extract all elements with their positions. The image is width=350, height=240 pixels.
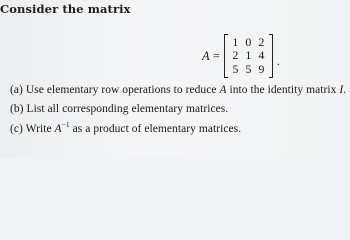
part-c [10, 120, 242, 135]
matrix-a [224, 34, 273, 79]
matrix-entry: 1 [232, 34, 239, 49]
part-c-label: (c) [10, 123, 23, 135]
part-a-end: . [343, 84, 347, 96]
part-c-exponent: −1 [61, 120, 70, 129]
matrix-entry: 0 [245, 34, 252, 49]
part-c-text-before: Write [25, 123, 52, 135]
matrix-entries [229, 36, 268, 77]
matrix-row [229, 63, 268, 77]
equals-sign: = [212, 48, 220, 63]
matrix-entry: 2 [258, 34, 265, 49]
problem-heading: Consider the matrix [0, 2, 131, 16]
equation-lhs [202, 49, 220, 64]
equation-period: . [276, 53, 280, 68]
matrix-entry: 9 [258, 61, 265, 76]
part-b-label: (b) [10, 103, 24, 115]
matrix-entry: 5 [232, 61, 239, 76]
part-b [10, 103, 228, 115]
matrix-entry: 2 [232, 48, 239, 63]
part-c-variable: A [54, 123, 62, 135]
matrix-entry: 5 [245, 61, 252, 76]
part-a-identity: I [339, 84, 344, 96]
part-b-text: List all corresponding elementary matrices. [26, 103, 229, 115]
part-a-text-before: Use elementary row operations to reduce [25, 84, 217, 96]
matrix-row [229, 49, 268, 63]
part-a [10, 84, 346, 96]
part-a-variable: A [219, 84, 227, 96]
part-a-label: (a) [10, 84, 23, 96]
matrix-entry: 4 [258, 48, 265, 63]
part-c-text-after: as a product of elementary matrices. [72, 123, 242, 135]
matrix-variable: A [202, 48, 210, 63]
matrix-entry: 1 [245, 48, 252, 63]
matrix-row [229, 36, 268, 50]
part-a-text-after: into the identity matrix [229, 84, 337, 96]
matrix-equation [202, 33, 280, 79]
